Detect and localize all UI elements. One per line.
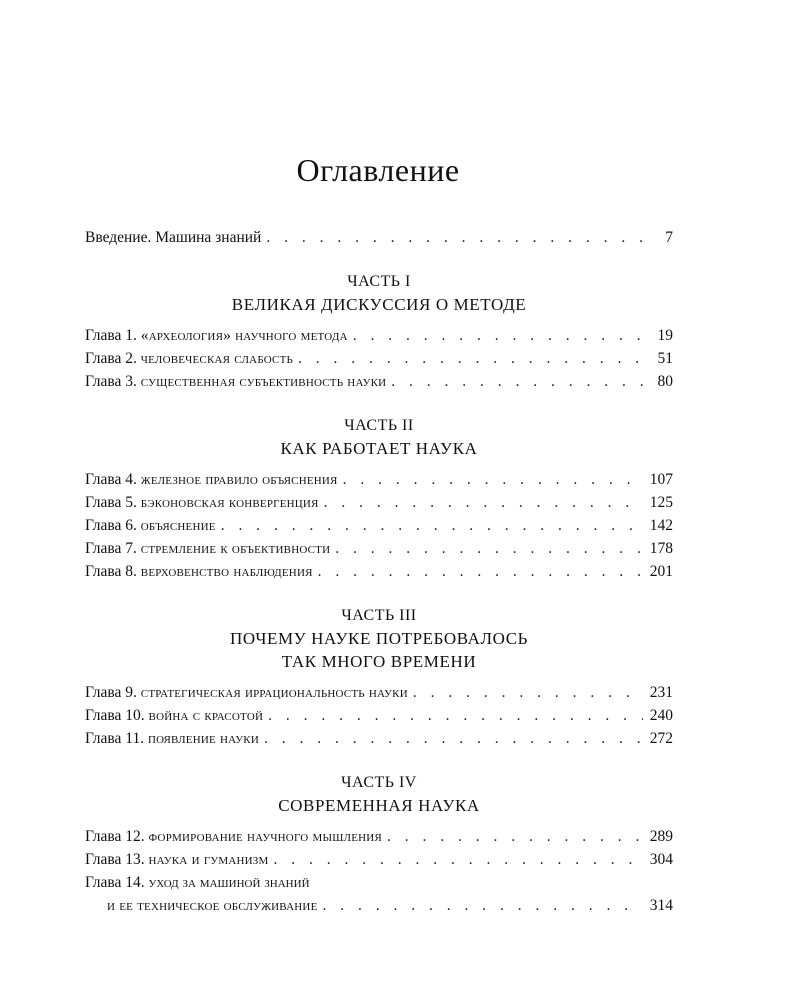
- chapter-label: [85, 468, 338, 491]
- dot-leader: [318, 560, 643, 583]
- chapter-number: Глава 8.: [85, 563, 137, 580]
- toc-entry: [85, 681, 673, 704]
- chapter-page: 19: [657, 327, 673, 344]
- table-of-contents: [85, 226, 673, 917]
- dot-leader: [387, 825, 643, 848]
- toc-entry-continuation: [85, 894, 673, 917]
- chapter-title: формирование научного мышления: [148, 828, 382, 845]
- chapter-title: «археология» научного метода: [140, 327, 348, 344]
- chapter-label: [85, 514, 216, 537]
- chapter-number: Глава 9.: [85, 684, 137, 701]
- chapter-label: [85, 370, 386, 393]
- toc-entry: [85, 704, 673, 727]
- chapter-number: Глава 4.: [85, 471, 137, 488]
- dot-leader: [324, 491, 643, 514]
- chapter-title: стремление к объективности: [140, 540, 331, 557]
- chapter-page: 51: [657, 350, 673, 367]
- chapter-label: [85, 727, 259, 750]
- dot-leader: [221, 514, 643, 537]
- part-heading: [85, 415, 673, 460]
- part-title: ВЕЛИКАЯ ДИСКУССИЯ О МЕТОДЕ: [231, 295, 527, 314]
- part-heading: [85, 605, 673, 673]
- dot-leader: [264, 727, 643, 750]
- chapter-label: [85, 848, 268, 871]
- chapter-title: война с красотой: [148, 707, 264, 724]
- chapter-page: 125: [649, 494, 673, 511]
- chapter-title: наука и гуманизм: [148, 851, 269, 868]
- chapter-page: 240: [649, 707, 673, 724]
- dot-leader: [266, 226, 643, 249]
- chapter-page: 289: [649, 828, 673, 845]
- chapter-title-continuation: и ее техническое обслуживание: [107, 897, 318, 914]
- toc-entry: [85, 537, 673, 560]
- chapter-page: 304: [649, 851, 673, 868]
- chapter-label: [85, 324, 348, 347]
- dot-leader: [343, 468, 643, 491]
- dot-leader: [391, 370, 643, 393]
- dot-leader: [353, 324, 643, 347]
- dot-leader: [413, 681, 643, 704]
- chapter-title: верховенство наблюдения: [140, 563, 313, 580]
- chapter-number: Глава 6.: [85, 517, 137, 534]
- chapter-title: объяснение: [140, 517, 216, 534]
- toc-entry: [85, 560, 673, 583]
- toc-entry: [85, 324, 673, 347]
- intro-label: Введение. Машина знаний: [85, 229, 262, 246]
- dot-leader: [298, 347, 643, 370]
- toc-entry: [85, 727, 673, 750]
- chapter-label: [85, 560, 313, 583]
- part-title: СОВРЕМЕННАЯ НАУКА: [278, 796, 480, 815]
- part-label: ЧАСТЬ II: [344, 417, 414, 434]
- page-title: Оглавление: [296, 152, 460, 188]
- part-heading: [85, 772, 673, 817]
- chapter-number: Глава 10.: [85, 707, 145, 724]
- toc-entry: [85, 370, 673, 393]
- chapter-label: [85, 537, 330, 560]
- toc-entry: [85, 848, 673, 871]
- chapter-title: железное правило объяснения: [140, 471, 338, 488]
- chapter-label: [85, 681, 408, 704]
- toc-entry-intro: [85, 226, 673, 249]
- intro-page: 7: [665, 229, 673, 246]
- part-title: ПОЧЕМУ НАУКЕ ПОТРЕБОВАЛОСЬ: [230, 629, 528, 648]
- part-title-line2: ТАК МНОГО ВРЕМЕНИ: [281, 652, 477, 671]
- toc-entry: [85, 468, 673, 491]
- chapter-page: 314: [649, 897, 673, 914]
- part-title: КАК РАБОТАЕТ НАУКА: [280, 439, 478, 458]
- chapter-page: 201: [649, 563, 673, 580]
- chapter-label: [85, 704, 263, 727]
- chapter-title: существенная субъективность науки: [140, 373, 387, 390]
- chapter-page: 80: [657, 373, 673, 390]
- chapter-label: [85, 825, 382, 848]
- toc-entry: [85, 491, 673, 514]
- part-label: ЧАСТЬ I: [347, 273, 411, 290]
- chapter-page: 107: [649, 471, 673, 488]
- chapter-number: Глава 12.: [85, 828, 145, 845]
- chapter-title: стратегическая иррациональность науки: [140, 684, 408, 701]
- toc-entry: [85, 347, 673, 370]
- dot-leader: [335, 537, 643, 560]
- chapter-number: Глава 7.: [85, 540, 137, 557]
- chapter-number: Глава 5.: [85, 494, 137, 511]
- dot-leader: [273, 848, 643, 871]
- dot-leader: [268, 704, 643, 727]
- chapter-page: 272: [649, 730, 673, 747]
- part-heading: [85, 271, 673, 316]
- chapter-title: человеческая слабость: [140, 350, 294, 367]
- chapter-number: Глава 3.: [85, 373, 137, 390]
- chapter-number: Глава 2.: [85, 350, 137, 367]
- chapter-number: Глава 1.: [85, 327, 137, 344]
- chapter-page: 231: [649, 684, 673, 701]
- chapter-title: появление науки: [147, 730, 259, 747]
- chapter-page: 142: [649, 517, 673, 534]
- chapter-number: Глава 14.: [85, 874, 145, 891]
- toc-entry: [85, 514, 673, 537]
- part-label: ЧАСТЬ III: [341, 607, 417, 624]
- chapter-title: уход за машиной знаний: [148, 874, 310, 891]
- dot-leader: [323, 894, 644, 917]
- chapter-number: Глава 13.: [85, 851, 145, 868]
- chapter-label: [85, 347, 293, 370]
- toc-entry-multiline: [85, 871, 673, 894]
- part-label: ЧАСТЬ IV: [341, 774, 417, 791]
- chapter-title: бэконовская конвергенция: [140, 494, 319, 511]
- toc-entry: [85, 825, 673, 848]
- chapter-page: 178: [649, 540, 673, 557]
- chapter-number: Глава 11.: [85, 730, 145, 747]
- chapter-label: [85, 491, 319, 514]
